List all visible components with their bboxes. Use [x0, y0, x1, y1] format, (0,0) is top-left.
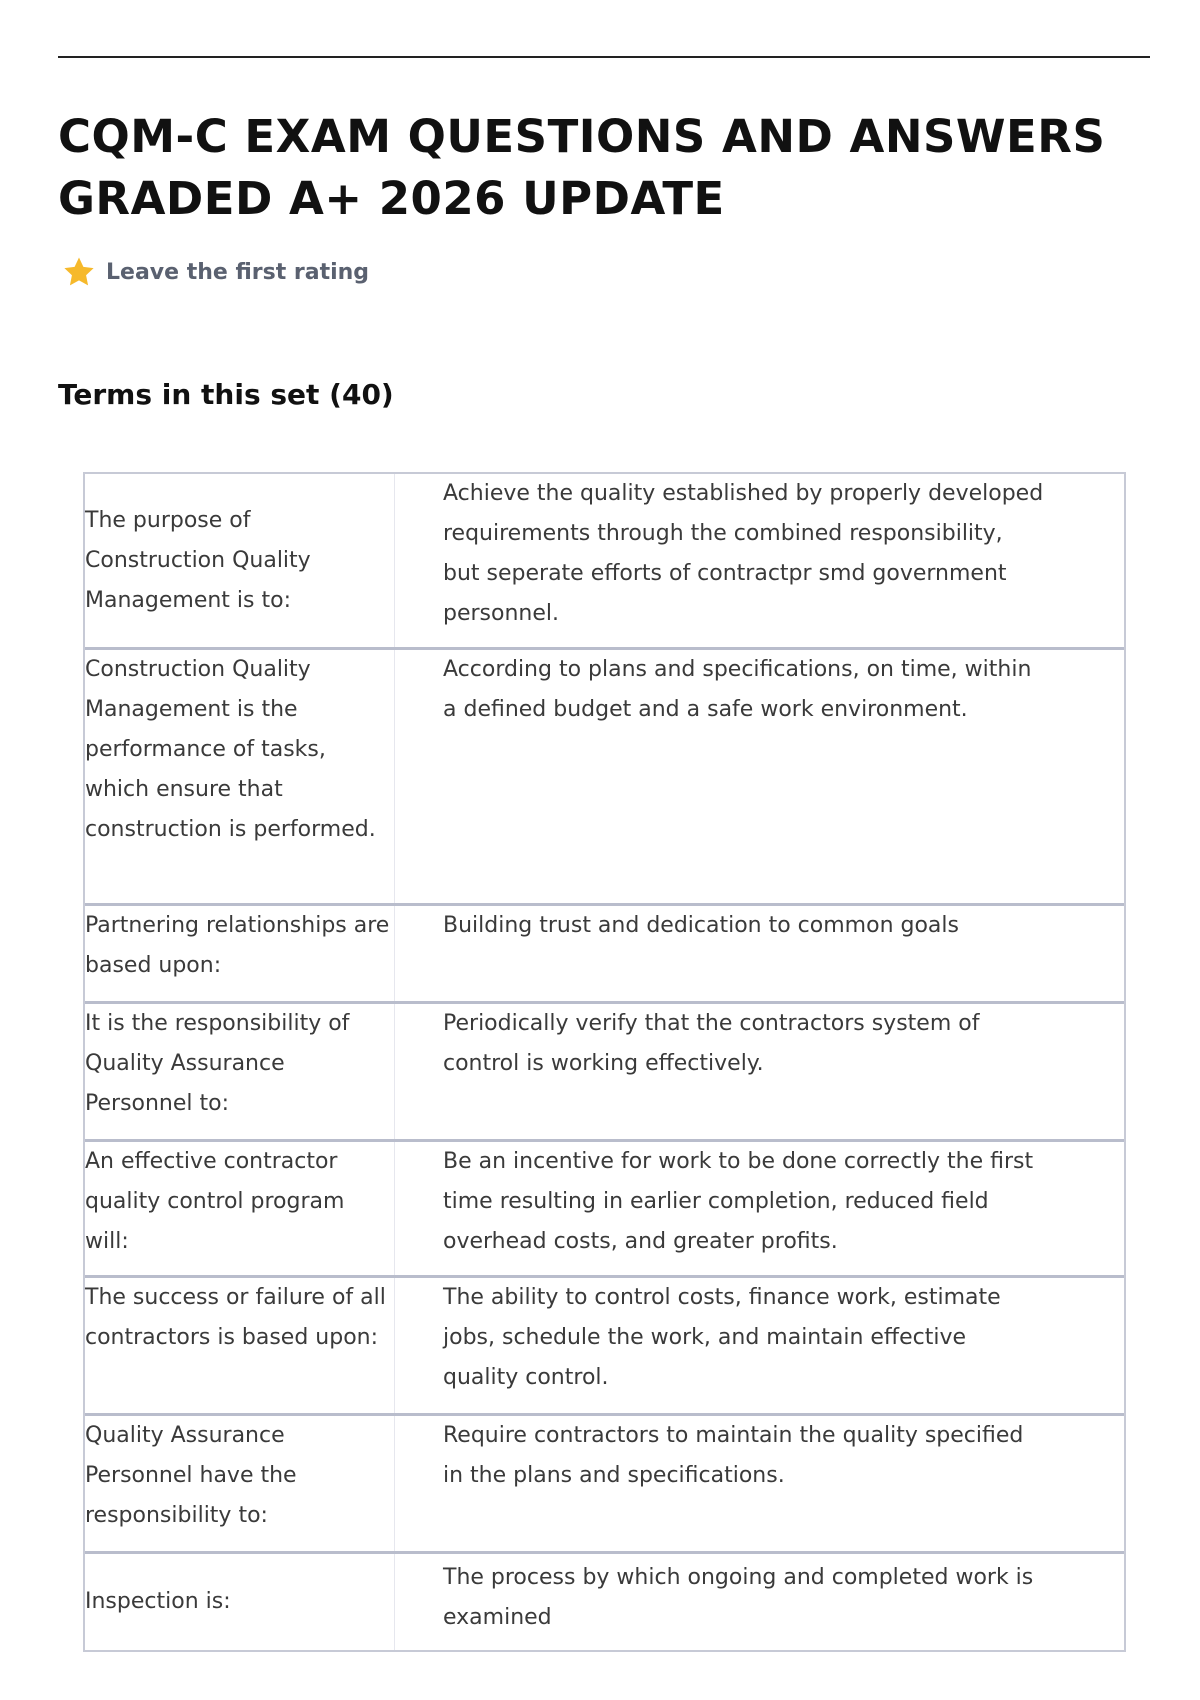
- term-row: [85, 1554, 1124, 1650]
- page-title: CQM-C EXAM QUESTIONS AND ANSWERS GRADED A+ 2026 UPDATE: [58, 110, 1106, 225]
- top-divider: [58, 56, 1150, 58]
- definition-text: The ability to control costs, finance work, estimate jobs, schedule the work, and maintain effective quality control.: [443, 1285, 1001, 1390]
- definition-text: Require contractors to maintain the quality specified in the plans and specifications.: [443, 1423, 1024, 1488]
- terms-set-heading: Terms in this set (40): [58, 378, 394, 411]
- term-text: An effective contractor quality control program will:: [85, 1142, 395, 1275]
- star-icon: [62, 255, 96, 289]
- definition-text: Be an incentive for work to be done correctly the first time resulting in earlier completion, reduced field overhead costs, and greater profits.: [443, 1149, 1034, 1254]
- definition-text: Periodically verify that the contractors system of control is working effectively.: [443, 1011, 980, 1076]
- term-text: It is the responsibility of Quality Assurance Personnel to:: [85, 1004, 395, 1139]
- term-text: The purpose of Construction Quality Management is to:: [85, 474, 395, 647]
- leave-rating-link[interactable]: Leave the first rating: [106, 259, 370, 285]
- term-row: [85, 474, 1124, 650]
- definition-text: Achieve the quality established by properly developed requirements through the combined responsibility, but seperate efforts of contractpr smd government personnel.: [443, 481, 1044, 626]
- term-row: [85, 1142, 1124, 1278]
- term-text: Quality Assurance Personnel have the responsibility to:: [85, 1416, 395, 1551]
- terms-table: [83, 472, 1126, 1652]
- term-text: Partnering relationships are based upon:: [85, 906, 395, 1001]
- definition-text: According to plans and specifications, on time, within a defined budget and a safe work environment.: [443, 657, 1032, 722]
- term-row: [85, 1004, 1124, 1142]
- term-text: Construction Quality Management is the performance of tasks, which ensure that construction is performed.: [85, 650, 395, 903]
- rating-prompt[interactable]: [62, 254, 369, 290]
- term-row: [85, 1416, 1124, 1554]
- term-row: [85, 650, 1124, 906]
- definition-text: Building trust and dedication to common goals: [443, 913, 959, 938]
- term-row: [85, 906, 1124, 1004]
- term-text: Inspection is:: [85, 1554, 395, 1650]
- term-row: [85, 1278, 1124, 1416]
- definition-text: The process by which ongoing and completed work is examined: [443, 1565, 1034, 1630]
- term-text: The success or failure of all contractors is based upon:: [85, 1278, 395, 1413]
